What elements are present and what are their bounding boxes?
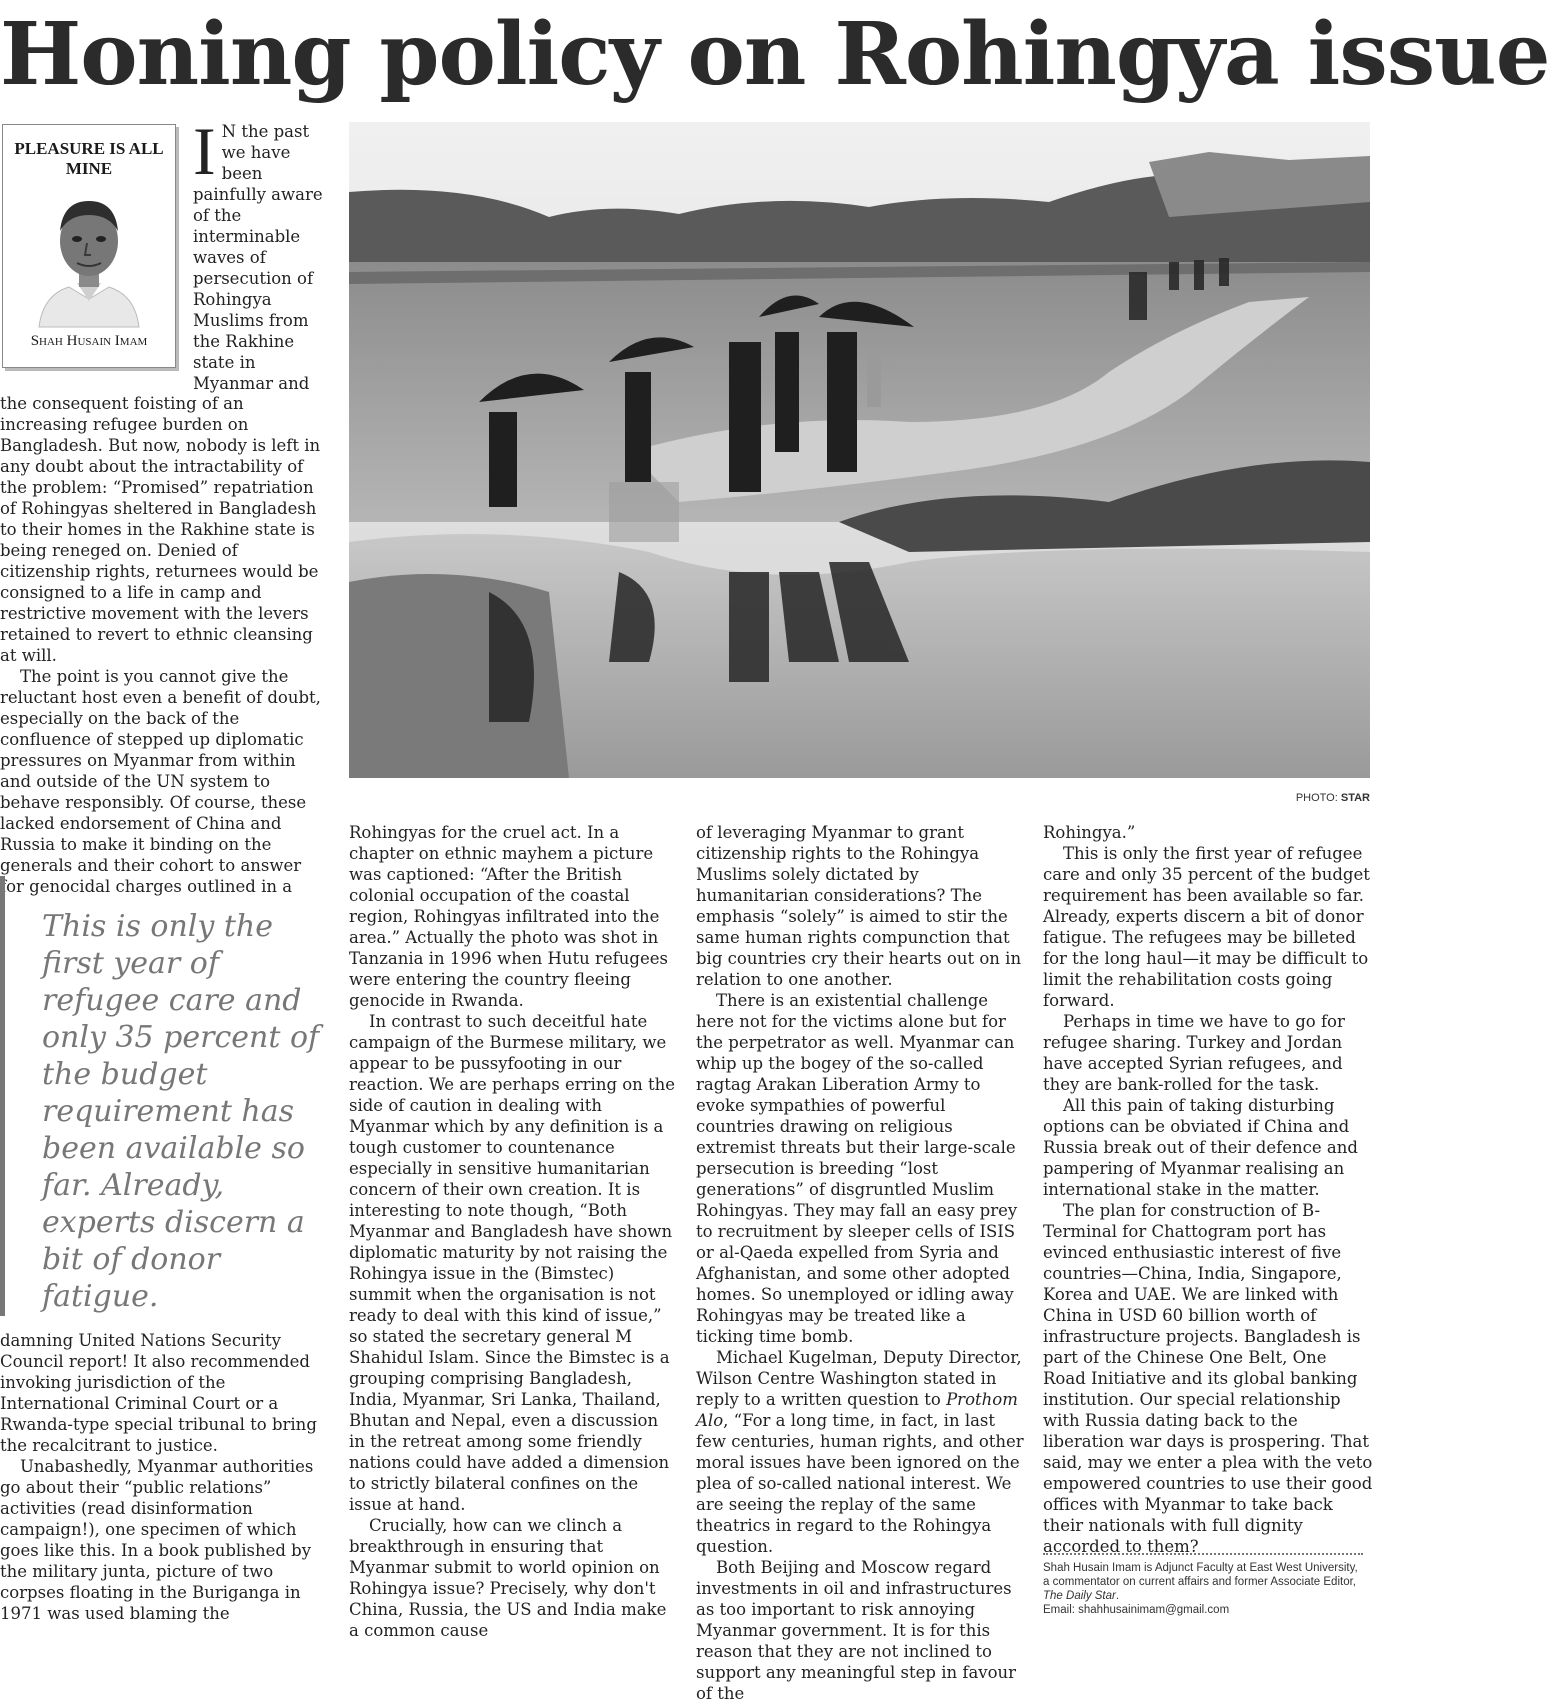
paragraph: There is an existential challenge here not for the victims alone but for the perpetrator as well. Myanmar can whip up the bogey of the so-called ragtag Arakan Liberation Army to evoke sympathies of powerful countries drawing on religious extremist threats but their large-scale persecution is breeding “lost generations” of disgruntled Muslim Rohingyas. They may fall an easy prey to recruitment by sleeper cells of ISIS or al-Qaeda expelled from Syria and Afghanistan, and some other adopted homes. So unemployed or idling away Rohingyas may be treated like a ticking time bomb. (696, 991, 1018, 1346)
col1-top (0, 393, 328, 897)
lead-text: N the past we have been painfully aware of the interminable waves of persecution of Rohingya Muslims from the Rakhine state in Myanmar and (193, 122, 323, 393)
publication-name: Prothom Alo (696, 1390, 1018, 1430)
col1-lead (193, 113, 325, 394)
author-name: Shah Husain Imam (30, 333, 148, 349)
paragraph: of leveraging Myanmar to grant citizenship rights to the Rohingya Muslims solely dictated by humanitarian considerations? The emphasis “solely” is aimed to stir the same human rights compunction that big countries cry their hearts out on in relation to one another. (696, 823, 1022, 989)
paragraph: The plan for construction of B-Terminal for Chattogram port has evinced enthusiastic interest of five countries—China, India, Singapore, Korea and UAE. We are linked with China in USD 60 billion worth of infrastructure projects. Bangladesh is part of the Chinese One Belt, One Road Initiative and its global banking institution. Our special relationship with Russia dating back to the liberation war days is prospering. That said, may we enter a plea with the veto empowered countries to use their good offices with Myanmar to take back their nationals with full dignity accorded to them? (1043, 1201, 1373, 1556)
byline-box (2, 124, 176, 368)
main-photo (349, 122, 1370, 778)
paragraph: Both Beijing and Moscow regard investments in oil and infrastructures as too important to risk annoying Myanmar government. It is for this reason that they are not inclined to support any meaningful step in favour of the (696, 1558, 1017, 1703)
refugees-walking-photo (349, 122, 1370, 778)
paragraph: The point is you cannot give the reluctant host even a benefit of doubt, especially on the back of the confluence of stepped up diplomatic pressures on Myanmar from within and outside of the UN system to behave responsibly. Of course, these lacked endorsement of China and Russia to make it binding on the generals and their cohort to answer for genocidal charges outlined in a (0, 667, 321, 896)
paragraph: Rohingyas for the cruel act. In a chapter on ethnic mayhem a picture was captioned: “After the British colonial occupation of the coastal region, Rohingyas infiltrated into the area.” Actually the photo was shot in Tanzania in 1996 when Hutu refugees were entering the country fleeing genocide in Rwanda. (349, 823, 668, 1010)
photo-credit-source: STAR (1340, 792, 1370, 804)
paragraph: This is only the first year of refugee care and only 35 percent of the budget requirement has been available so far. Already, experts discern a bit of donor fatigue. The refugees may be billeted for the long haul—it may be difficult to limit the rehabilitation costs going forward. (1043, 844, 1370, 1010)
paragraph: All this pain of taking disturbing options can be obviated if China and Russia break out of their defence and pampering of Myanmar realising an international stake in the matter. (1043, 1096, 1358, 1199)
drop-cap: I (193, 113, 216, 189)
newspaper-name: The Daily Star (1043, 1590, 1116, 1602)
paragraph: Crucially, how can we clinch a breakthrough in ensuring that Myanmar submit to world opinion on Rohingya issue? Precisely, why don't China, Russia, the US and India make a common cause (349, 1516, 667, 1640)
paragraph: damning United Nations Security Council report! It also recommended invoking jurisdiction of the International Criminal Court or a Rwanda-type special tribunal to bring the recalcitrant to justice. (0, 1331, 317, 1455)
photo-credit-label: PHOTO: (1295, 792, 1338, 804)
photo-credit (1296, 792, 1370, 804)
col2 (349, 822, 679, 1641)
paragraph: In contrast to such deceitful hate campaign of the Burmese military, we appear to be pussyfooting in our reaction. We are perhaps erring on the side of caution in dealing with Myanmar which by any definition is a tough customer to countenance especially in sensitive humanitarian concern of their own creation. It is interesting to note though, “Both Myanmar and Bangladesh have shown diplomatic maturity by not raising the Rohingya issue in the (Bimstec) summit when the organisation is not ready to deal with this kind of issue,” so stated the secretary general M Shahidul Islam. Since the Bimstec is a grouping comprising Bangladesh, India, Myanmar, Sri Lanka, Thailand, Bhutan and Nepal, even a discussion in the retreat among some friendly nations could have added a dimension to strictly bilateral confines on the issue at hand. (349, 1012, 676, 1514)
author-bio: Shah Husain Imam is Adjunct Faculty at East West University, a commentator on current affairs and former Associate Editor, The Daily Star. (1043, 1562, 1358, 1602)
paragraph: Rohingya.” (1043, 823, 1136, 842)
col1-bottom (0, 1330, 328, 1624)
author-email: Email: shahhusainimam@gmail.com (1043, 1604, 1230, 1616)
column-kicker: PLEASURE IS ALL MINE (14, 139, 164, 178)
col3 (696, 822, 1026, 1704)
pull-quote (0, 876, 325, 1316)
paragraph: Perhaps in time we have to go for refugee sharing. Turkey and Jordan have accepted Syrian refugees, and they are bank-rolled for the task. (1043, 1012, 1345, 1094)
paragraph: Unabashedly, Myanmar authorities go about their “public relations” activities (read disinformation campaign!), one specimen of which goes like this. In a book published by the military junta, picture of two corpses floating in the Buriganga in 1971 was used blaming the (0, 1457, 314, 1623)
author-footnote (1043, 1553, 1363, 1617)
paragraph: the consequent foisting of an increasing refugee burden on Bangladesh. But now, nobody is left in any doubt about the intractability of the problem: “Promised” repatriation of Rohingyas sheltered in Bangladesh to their homes in the Rakhine state is being reneged on. Denied of citizenship rights, returnees would be consigned to a life in camp and restrictive movement with the levers retained to revert to ethnic cleansing at will. (0, 394, 321, 665)
col4 (1043, 822, 1373, 1557)
pull-quote-text: This is only the first year of refugee care and only 35 percent of the budget requirement has been available so far. Already, experts discern a bit of donor fatigue. (42, 909, 320, 1314)
paragraph: Michael Kugelman, Deputy Director, Wilson Centre Washington stated in reply to a written question to Prothom Alo, “For a long time, in fact, in last few centuries, human rights, and other moral issues have been ignored on the plea of so-called national interest. We are seeing the replay of the same theatrics in regard to the Rohingya question. (696, 1348, 1024, 1556)
headline: Honing policy on Rohingya issue (0, 4, 1549, 105)
author-portrait (29, 187, 149, 327)
